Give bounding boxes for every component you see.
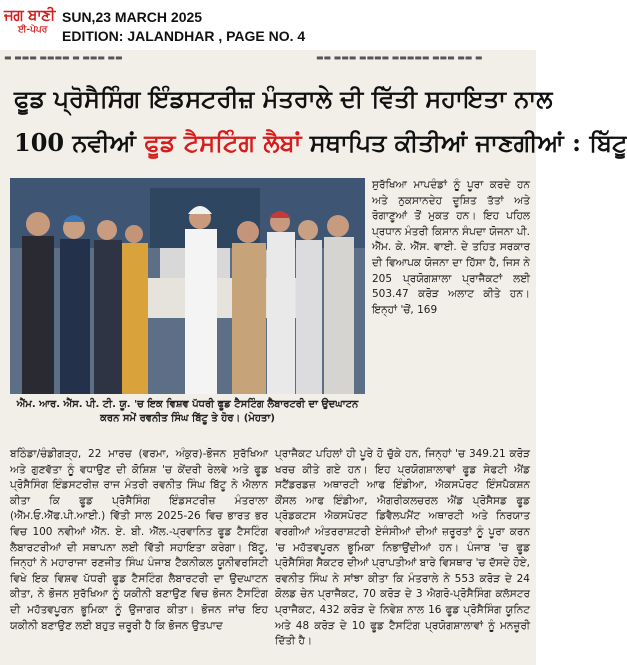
photo-caption: ਐੱਮ. ਆਰ. ਐੱਸ. ਪੀ. ਟੀ. ਯੂ. 'ਚ ਇਕ ਵਿਸ਼ਵ ਪੱਧਰੀ ਫੂਡ ਟੈਸਟਿੰਗ ਲੈਬਾਰਟਰੀ ਦਾ ਉਦਘਾਟਨ ਕਰਨ ਸਮੇਂ ਰਵਨੀਤ ਸਿੰਘ ਬਿੱਟੂ ਤੇ ਹੋਰ। (ਮੇਹਤਾ) [16,399,359,424]
headline-line1: ਫੂਡ ਪ੍ਰੋਸੈਸਿੰਗ ਇੰਡਸਟਰੀਜ਼ ਮੰਤਰਾਲੇ ਦੀ ਵਿੱਤੀ ਸਹਾਇਤਾ ਨਾਲ [14,84,553,113]
logo-title: ਜਗ ਬਾਣੀ [4,6,55,24]
headline-highlight: ਫੂਡ ਟੈਸਟਿੰਗ ਲੈਬਾਂ [144,128,302,157]
middle-column-text: ਪ੍ਰਾਜੈਕਟ ਪਹਿਲਾਂ ਹੀ ਪੂਰੇ ਹੋ ਚੁੱਕੇ ਹਨ, ਜਿਨ੍ਹਾਂ 'ਚ 349.21 ਕਰੋੜ ਖਰਚ ਕੀਤੇ ਗਏ ਹਨ। ਇਹ ਪ੍ਰਯੋਗਸ਼ਾਲਾਵਾਂ ਫੂਡ ਸੇਫਟੀ ਐਂਡ ਸਟੈਂਡਰਡਜ਼ ਅਥਾਰਟੀ ਆਫ ਇੰਡੀਆ, ਐਕਸਪੋਰਟ ਇੰਸਪੈਕਸ਼ਨ ਕੌਂਸਲ ਆਫ ਇੰਡੀਆ, ਐਗਰੀਕਲਚਰਲ ਐਂਡ ਪ੍ਰੋਸੈਸਡ ਫੂਡ ਪ੍ਰੋਡਕਟਸ ਐਕਸਪੋਰਟ ਡਿਵੈਲਪਮੈਂਟ ਅਥਾਰਟੀ ਅਤੇ ਨਿਰਯਾਤ ਵਰਗੀਆਂ ਅੰਤਰਰਾਸ਼ਟਰੀ ਏਜੰਸੀਆਂ ਦੀਆਂ ਜ਼ਰੂਰਤਾਂ ਨੂੰ ਪੂਰਾ ਕਰਨ 'ਚ ਮਹੱਤਵਪੂਰਨ ਭੂਮਿਕਾ ਨਿਭਾਉਂਦੀਆਂ ਹਨ। ਪੰਜਾਬ 'ਚ ਫੂਡ ਪ੍ਰੋਸੈਸਿੰਗ ਸੈਕਟਰ ਦੀਆਂ ਪ੍ਰਾਪਤੀਆਂ ਬਾਰੇ ਵਿਸਥਾਰ 'ਚ ਦੱਸਦੇ ਹੋਏ, ਰਵਨੀਤ ਸਿੰਘ ਨੇ ਸਾਂਝਾ ਕੀਤਾ ਕਿ ਮੰਤਰਾਲੇ ਨੇ 553 ਕਰੋੜ ਦੇ 24 ਕੋਲਡ ਚੇਨ ਪ੍ਰਾਜੈਕਟ, 70 ਕਰੋੜ ਦੇ 3 ਐਗਰੋ-ਪ੍ਰੋਸੈਸਿੰਗ ਕਲੱਸਟਰ ਪ੍ਰਾਜੈਕਟ, 432 ਕਰੋੜ ਦੇ ਨਿਵੇਸ਼ ਨਾਲ 16 ਫੂਡ ਪ੍ਰੋਸੈਸਿੰਗ ਯੂਨਿਟ ਅਤੇ 48 ਕਰੋੜ ਦੇ 10 ਫੂਡ ਟੈਸਟਿੰਗ ਪ੍ਰਯੋਗਸ਼ਾਲਾਵਾਂ ਨੂੰ ਮਨਜ਼ੂਰੀ ਦਿੱਤੀ ਹੈ। [275,448,530,648]
publish-date: SUN,23 MARCH 2025 [62,9,203,25]
article-left-column [10,447,268,634]
newspaper-clipping [0,50,627,665]
cropped-previous-text: ▬ ▬▬▬ ▬▬▬▬ ▬ ▬▬▬ ▬▬ ▬▬ ▬▬▬ ▬▬▬▬ ▬▬▬▬▬ ▬▬▬ ▬▬ ▬ [4,53,483,62]
article-middle-column [275,447,530,650]
edition-page: EDITION: JALANDHAR , PAGE NO. 4 [62,28,306,44]
right-column-text: ਸੁਰੱਖਿਆ ਮਾਪਦੰਡਾਂ ਨੂੰ ਪੂਰਾ ਕਰਦੇ ਹਨ ਅਤੇ ਨੁਕਸਾਨਦੇਹ ਦੂਸ਼ਿਤ ਤੱਤਾਂ ਅਤੇ ਰੋਗਾਣੂਆਂ ਤੋਂ ਮੁਕਤ ਹਨ। ਇਹ ਪਹਿਲ ਪ੍ਰਧਾਨ ਮੰਤਰੀ ਕਿਸਾਨ ਸੰਪਦਾ ਯੋਜਨਾ ਪੀ. ਐੱਮ. ਕੇ. ਐੱਸ. ਵਾਈ. ਦੇ ਤਹਿਤ ਸਰਕਾਰ ਦੀ ਵਿਆਪਕ ਯੋਜਨਾ ਦਾ ਹਿੱਸਾ ਹੈ, ਜਿਸ ਨੇ 205 ਪ੍ਰਯੋਗਸ਼ਾਲਾ ਪ੍ਰਾਜੈਕਟਾਂ ਲਈ 503.47 ਕਰੋੜ ਅਲਾਟ ਕੀਤੇ ਹਨ। ਇਨ੍ਹਾਂ 'ਚੋਂ, 169 [372,179,530,316]
left-column-text: ਬਠਿੰਡਾ/ਚੰਡੀਗੜ੍ਹ, 22 ਮਾਰਚ (ਵਰਮਾ, ਅੰਕੁਰ)-ਭੋਜਨ ਸੁਰੱਖਿਆ ਅਤੇ ਗੁਣਵੱਤਾ ਨੂੰ ਵਧਾਉਣ ਦੀ ਕੋਸ਼ਿਸ਼ 'ਚ ਕੇਂਦਰੀ ਰੇਲਵੇ ਅਤੇ ਫੂਡ ਪ੍ਰੋਸੈਸਿੰਗ ਇੰਡਸਟਰੀਜ਼ ਰਾਜ ਮੰਤਰੀ ਰਵਨੀਤ ਸਿੰਘ ਬਿੱਟੂ ਨੇ ਐਲਾਨ ਕੀਤਾ ਕਿ ਫੂਡ ਪ੍ਰੋਸੈਸਿੰਗ ਇੰਡਸਟਰੀਜ਼ ਮੰਤਰਾਲਾ (ਐੱਮ.ਓ.ਐੱਫ.ਪੀ.ਆਈ.) ਵਿੱਤੀ ਸਾਲ 2025-26 ਵਿਚ ਭਾਰਤ ਭਰ ਵਿਚ 100 ਨਵੀਆਂ ਐੱਨ. ਏ. ਬੀ. ਐੱਲ.-ਪ੍ਰਵਾਨਿਤ ਫੂਡ ਟੈਸਟਿੰਗ ਲੈਬਾਰਟਰੀਆਂ ਦੀ ਸਥਾਪਨਾ ਲਈ ਵਿੱਤੀ ਸਹਾਇਤਾ ਕਰੇਗਾ। ਬਿੱਟੂ, ਜਿਨ੍ਹਾਂ ਨੇ ਮਹਾਰਾਜਾ ਰਣਜੀਤ ਸਿੰਘ ਪੰਜਾਬ ਟੈਕਨੀਕਲ ਯੂਨੀਵਰਸਿਟੀ ਵਿਖੇ ਇਕ ਵਿਸ਼ਵ ਪੱਧਰੀ ਫੂਡ ਟੈਸਟਿੰਗ ਲੈਬਾਰਟਰੀ ਦਾ ਉਦਘਾਟਨ ਕੀਤਾ, ਨੇ ਭੋਜਨ ਸੁਰੱਖਿਆ ਨੂੰ ਯਕੀਨੀ ਬਣਾਉਣ ਵਿਚ ਭੋਜਨ ਟੈਸਟਿੰਗ ਦੀ ਮਹੱਤਵਪੂਰਨ ਭੂਮਿਕਾ ਨੂੰ ਉਜਾਗਰ ਕੀਤਾ। ਭੋਜਨ ਜਾਂਚ ਇਹ ਯਕੀਨੀ ਬਣਾਉਣ ਲਈ ਬਹੁਤ ਜ਼ਰੂਰੀ ਹੈ ਕਿ ਭੋਜਨ ਉਤਪਾਦ [10,448,268,632]
group-photo-illustration [10,178,365,394]
edition-info [62,8,305,46]
logo-subtitle: ਈ-ਪੇਪਰ [18,25,48,35]
headline-part-b: ਸਥਾਪਿਤ ਕੀਤੀਆਂ ਜਾਣਗੀਆਂ : ਬਿੱਟੂ [301,128,627,157]
headline-part-a: 100 ਨਵੀਆਂ [14,128,145,157]
news-photo [10,178,365,394]
headline-line2 [14,128,627,157]
article-right-column [372,178,530,318]
